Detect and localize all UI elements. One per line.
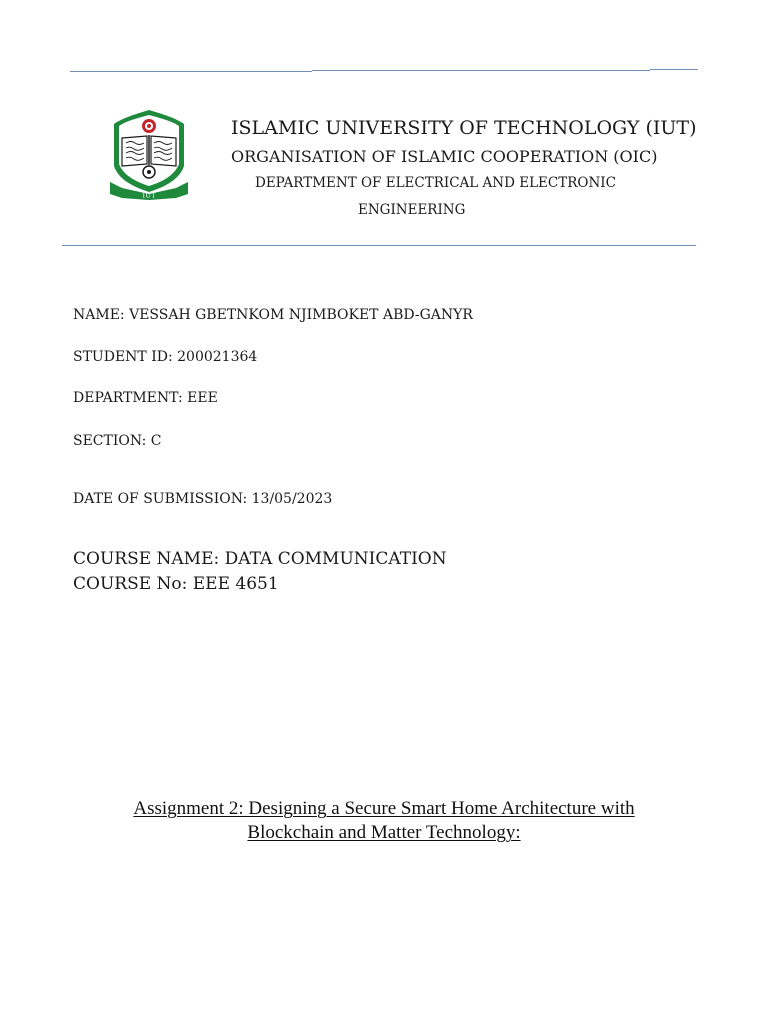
- university-title: ISLAMIC UNIVERSITY OF TECHNOLOGY (IUT): [231, 117, 697, 139]
- student-name: NAME: VESSAH GBETNKOM NJIMBOKET ABD-GANYR: [73, 307, 473, 323]
- course-name: COURSE NAME: DATA COMMUNICATION: [73, 549, 447, 569]
- university-logo: [108, 108, 190, 200]
- header-rule-top: [650, 69, 698, 70]
- organisation-title: ORGANISATION OF ISLAMIC COOPERATION (OIC): [231, 147, 658, 166]
- book-right-page-icon: [151, 136, 176, 166]
- header-rule-bottom: [62, 245, 696, 246]
- assignment-title: [0, 797, 768, 845]
- course-number: COURSE No: EEE 4651: [73, 574, 279, 594]
- header-rule-top: [70, 71, 312, 72]
- book-left-page-icon: [122, 136, 147, 166]
- student-id: STUDENT ID: 200021364: [73, 349, 258, 365]
- header-rule-top: [312, 70, 650, 71]
- logo-text: IUT: [142, 191, 156, 200]
- submission-date: DATE OF SUBMISSION: 13/05/2023: [73, 491, 333, 507]
- assignment-title-line1: Assignment 2: Designing a Secure Smart Home Architecture with: [133, 798, 635, 819]
- student-department: DEPARTMENT: EEE: [73, 390, 218, 406]
- department-title-line2: ENGINEERING: [358, 202, 466, 218]
- department-title-line1: DEPARTMENT OF ELECTRICAL AND ELECTRONIC: [255, 175, 616, 191]
- student-section: SECTION: C: [73, 433, 162, 449]
- assignment-title-line2: Blockchain and Matter Technology:: [247, 822, 521, 843]
